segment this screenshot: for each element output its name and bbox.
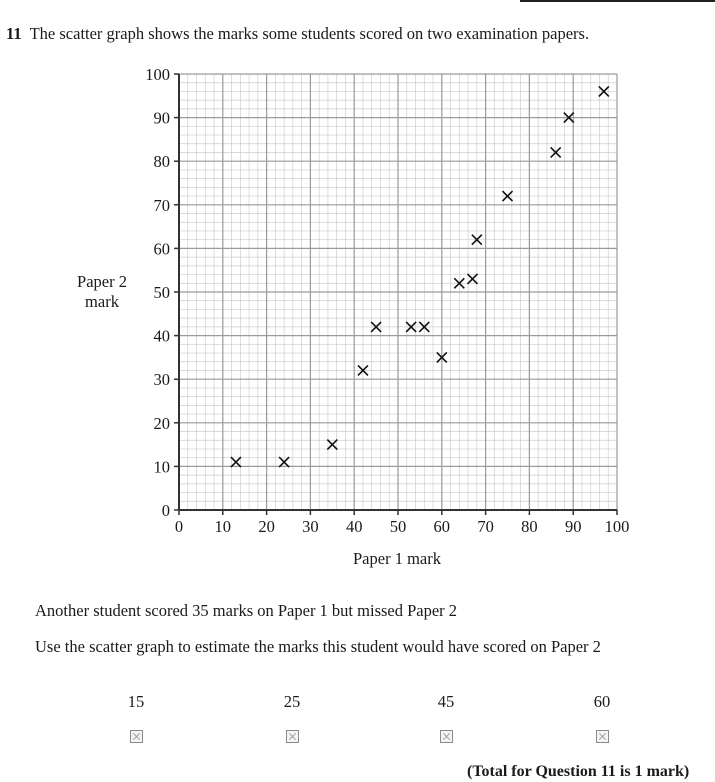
- option-checkbox-3[interactable]: [440, 730, 453, 743]
- y-tick-label: 30: [153, 370, 170, 390]
- y-tick-label: 80: [153, 152, 170, 172]
- y-tick-labels: [145, 65, 170, 520]
- x-axis-label: Paper 1 mark: [353, 549, 441, 568]
- y-tick-label: 70: [153, 195, 170, 215]
- option-label-4: 60: [593, 692, 611, 711]
- option-label-1: 15: [127, 692, 145, 711]
- x-tick-label: 60: [433, 517, 451, 536]
- y-tick-label: 60: [153, 239, 170, 259]
- x-tick-label: 100: [604, 517, 630, 536]
- x-tick-label: 50: [389, 517, 407, 536]
- y-tick-label: 100: [145, 65, 170, 84]
- option-label-3: 45: [437, 692, 455, 711]
- x-tick-label: 10: [214, 517, 232, 536]
- x-tick-label: 90: [564, 517, 582, 536]
- x-tick-label: 80: [521, 517, 538, 536]
- option-checkbox-1[interactable]: [130, 730, 143, 743]
- y-tick-label: 0: [161, 501, 170, 520]
- option-checkbox-2[interactable]: [286, 730, 299, 743]
- y-tick-label: 50: [153, 283, 170, 302]
- data-point: [467, 274, 477, 284]
- question-total: (Total for Question 11 is 1 mark): [467, 763, 690, 780]
- data-point: [231, 457, 241, 467]
- data-point: [327, 440, 337, 450]
- question-stem: The scatter graph shows the marks some students scored on two examination papers.: [29, 24, 590, 43]
- y-tick-label: 20: [153, 413, 170, 433]
- option-label-2: 25: [283, 692, 301, 711]
- option-checkbox-4[interactable]: [596, 730, 609, 743]
- y-tick-label: 10: [153, 457, 170, 477]
- y-axis-label-line1: Paper 2: [77, 272, 127, 291]
- x-tick-label: 30: [302, 517, 319, 536]
- y-axis-label-line2: mark: [85, 292, 119, 311]
- x-tick-label: 20: [258, 517, 275, 536]
- x-tick-label: 70: [477, 517, 494, 536]
- x-tick-label: 40: [345, 517, 363, 536]
- x-tick-labels: [175, 517, 630, 536]
- prompt-line-1: Another student scored 35 marks on Paper 1 but missed Paper 2: [35, 601, 458, 620]
- y-tick-label: 40: [153, 326, 170, 346]
- question-number: 11: [6, 24, 22, 43]
- major-grid: [179, 74, 617, 510]
- y-axis-label: [62, 272, 142, 312]
- y-tick-label: 90: [153, 108, 170, 128]
- prompt-line-2: Use the scatter graph to estimate the marks this student would have scored on Paper 2: [35, 637, 601, 656]
- x-tick-label: 0: [174, 517, 184, 536]
